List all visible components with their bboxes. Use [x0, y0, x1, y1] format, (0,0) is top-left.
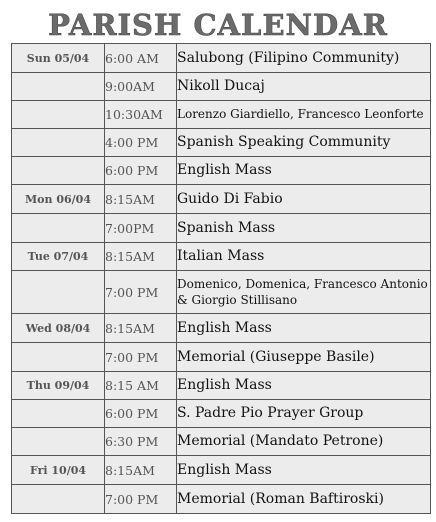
day-cell — [12, 214, 105, 243]
table-row — [12, 243, 431, 271]
table-row — [12, 400, 431, 428]
event-cell: Domenico, Domenica, Francesco Antonio & Giorgio Stillisano — [177, 271, 431, 314]
time-cell: 7:00 PM — [105, 485, 177, 514]
time-cell: 8:15 AM — [105, 372, 177, 400]
event-cell: Salubong (Filipino Community) — [177, 44, 431, 73]
time-cell: 10:30AM — [105, 101, 177, 129]
table-row — [12, 214, 431, 243]
day-cell: Tue 07/04 — [12, 243, 105, 271]
page-title: PARISH CALENDAR — [48, 8, 388, 42]
day-cell — [12, 73, 105, 101]
event-cell: Memorial (Mandato Petrone) — [177, 428, 431, 456]
table-row — [12, 185, 431, 214]
day-cell: Sun 05/04 — [12, 44, 105, 73]
time-cell: 4:00 PM — [105, 129, 177, 157]
event-cell: Spanish Mass — [177, 214, 431, 243]
time-cell: 6:00 PM — [105, 400, 177, 428]
time-cell: 6:00 AM — [105, 44, 177, 73]
event-cell: Lorenzo Giardiello, Francesco Leonforte — [177, 101, 431, 129]
event-cell: English Mass — [177, 314, 431, 343]
event-cell: Nikoll Ducaj — [177, 73, 431, 101]
calendar-table — [11, 43, 431, 514]
table-row — [12, 101, 431, 129]
event-cell: English Mass — [177, 456, 431, 485]
time-cell: 7:00 PM — [105, 343, 177, 372]
day-cell: Wed 08/04 — [12, 314, 105, 343]
time-cell: 8:15AM — [105, 314, 177, 343]
time-cell: 8:15AM — [105, 456, 177, 485]
time-cell: 9:00AM — [105, 73, 177, 101]
table-row — [12, 129, 431, 157]
day-cell — [12, 485, 105, 514]
table-row — [12, 428, 431, 456]
table-row — [12, 456, 431, 485]
day-cell — [12, 101, 105, 129]
day-cell — [12, 271, 105, 314]
event-cell: S. Padre Pio Prayer Group — [177, 400, 431, 428]
event-cell: Memorial (Roman Baftiroski) — [177, 485, 431, 514]
time-cell: 6:00 PM — [105, 157, 177, 185]
table-row — [12, 44, 431, 73]
time-cell: 8:15AM — [105, 243, 177, 271]
day-cell — [12, 129, 105, 157]
event-cell: English Mass — [177, 372, 431, 400]
table-row — [12, 372, 431, 400]
day-cell: Mon 06/04 — [12, 185, 105, 214]
table-row — [12, 485, 431, 514]
table-row — [12, 271, 431, 314]
table-row — [12, 343, 431, 372]
time-cell: 8:15AM — [105, 185, 177, 214]
event-cell: Guido Di Fabio — [177, 185, 431, 214]
time-cell: 7:00 PM — [105, 271, 177, 314]
event-cell: Italian Mass — [177, 243, 431, 271]
event-cell: English Mass — [177, 157, 431, 185]
table-row — [12, 157, 431, 185]
event-cell: Spanish Speaking Community — [177, 129, 431, 157]
time-cell: 6:30 PM — [105, 428, 177, 456]
table-row — [12, 73, 431, 101]
day-cell: Thu 09/04 — [12, 372, 105, 400]
day-cell — [12, 157, 105, 185]
table-row — [12, 314, 431, 343]
day-cell: Fri 10/04 — [12, 456, 105, 485]
day-cell — [12, 428, 105, 456]
time-cell: 7:00PM — [105, 214, 177, 243]
day-cell — [12, 343, 105, 372]
event-cell: Memorial (Giuseppe Basile) — [177, 343, 431, 372]
day-cell — [12, 400, 105, 428]
